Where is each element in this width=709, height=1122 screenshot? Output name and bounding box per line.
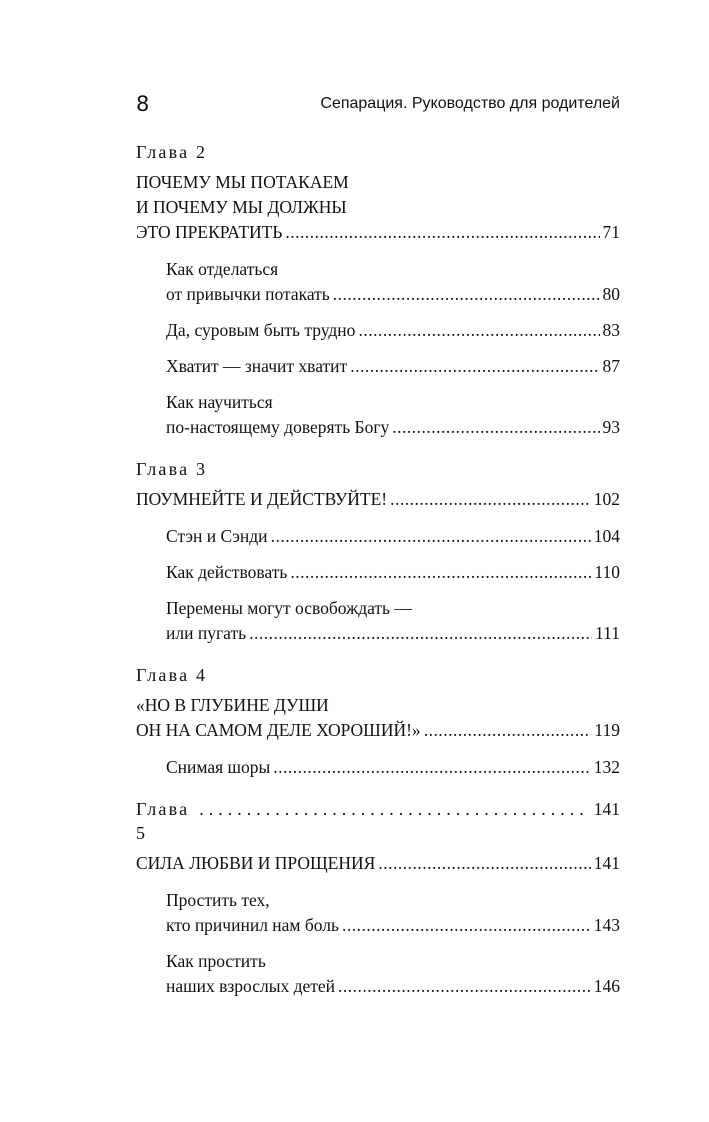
running-title: Сепарация. Руководство для родителей xyxy=(320,95,620,112)
entry-text: Стэн и Сэнди xyxy=(166,526,268,546)
toc-entry-ch4-sub-1[interactable] xyxy=(136,755,620,780)
dot-leader xyxy=(358,318,599,343)
page-ref: 146 xyxy=(593,976,620,996)
entry-line-with-page xyxy=(166,282,620,307)
chapter-2-label: Глава 2 xyxy=(136,142,208,162)
toc-entry-ch5-sub-2[interactable] xyxy=(136,949,620,999)
dot-leader xyxy=(290,560,591,585)
entry-text: или пугать xyxy=(166,623,247,643)
page-ref: 141 xyxy=(593,799,620,819)
entry-line: Простить тех, xyxy=(166,890,270,910)
toc-entry-ch2-sub-3[interactable] xyxy=(136,354,620,379)
dot-leader xyxy=(392,415,599,440)
entry-line-with-page xyxy=(166,621,620,646)
toc-entry-ch4-main[interactable] xyxy=(136,693,620,743)
entry-text: Хватит — значит хватит xyxy=(166,356,348,376)
toc-entry-ch5-sub-1[interactable] xyxy=(136,888,620,938)
dot-leader xyxy=(271,524,591,549)
toc-entry-ch2-sub-4[interactable] xyxy=(136,390,620,440)
page-ref: 141 xyxy=(593,853,620,873)
dot-leader xyxy=(390,487,591,512)
dot-leader xyxy=(285,220,599,245)
entry-line-with-page xyxy=(166,354,620,379)
toc-entry-ch3-sub-1[interactable] xyxy=(136,524,620,549)
entry-line-with-page xyxy=(136,220,620,245)
toc-entry-ch2-sub-2[interactable] xyxy=(136,318,620,343)
entry-line: И ПОЧЕМУ МЫ ДОЛЖНЫ xyxy=(136,197,347,217)
toc-entry-ch2-main[interactable] xyxy=(136,170,620,245)
entry-text: наших взрослых детей xyxy=(166,976,336,996)
toc-entry-ch3-sub-2[interactable] xyxy=(136,560,620,585)
page-ref: 119 xyxy=(594,720,620,740)
entry-line-with-page xyxy=(166,974,620,999)
page-number: 8 xyxy=(136,92,150,116)
page-ref: 71 xyxy=(602,222,620,242)
entry-text: ЭТО ПРЕКРАТИТЬ xyxy=(136,222,283,242)
dot-leader xyxy=(378,851,590,876)
page-ref: 104 xyxy=(593,526,620,546)
entry-text: Да, суровым быть трудно xyxy=(166,320,356,340)
entry-line-with-page xyxy=(136,487,620,512)
dot-leader xyxy=(273,755,590,780)
entry-line: Как отделаться xyxy=(166,259,279,279)
entry-line: ПОЧЕМУ МЫ ПОТАКАЕМ xyxy=(136,172,349,192)
entry-text: кто причинил нам боль xyxy=(166,915,340,935)
dot-leader xyxy=(342,913,591,938)
page-ref: 93 xyxy=(602,417,620,437)
dot-leader xyxy=(350,354,599,379)
entry-line-with-page xyxy=(136,851,620,876)
page-ref: 80 xyxy=(602,284,620,304)
page-ref: 110 xyxy=(594,562,620,582)
dot-leader xyxy=(338,974,591,999)
toc-entry-ch3-main[interactable] xyxy=(136,487,620,512)
page-header xyxy=(136,92,620,118)
entry-text: Как действовать xyxy=(166,562,288,582)
chapter-5-label[interactable] xyxy=(136,797,620,845)
entry-line-with-page xyxy=(166,913,620,938)
page-ref: 143 xyxy=(593,915,620,935)
entry-text: ОН НА САМОМ ДЕЛЕ ХОРОШИЙ!» xyxy=(136,720,421,740)
page-ref: 111 xyxy=(595,623,620,643)
toc-entry-ch2-sub-1[interactable] xyxy=(136,257,620,307)
toc-entry-ch3-sub-3[interactable] xyxy=(136,596,620,646)
entry-line-with-page xyxy=(166,755,620,780)
entry-text: по-настоящему доверять Богу xyxy=(166,417,390,437)
entry-line: Перемены могут освобождать — xyxy=(166,598,412,618)
dot-leader xyxy=(199,797,583,821)
entry-text: СИЛА ЛЮБВИ И ПРОЩЕНИЯ xyxy=(136,853,376,873)
dot-leader xyxy=(333,282,600,307)
page-ref: 83 xyxy=(602,320,620,340)
page-ref: 87 xyxy=(602,356,620,376)
entry-line-with-page xyxy=(166,524,620,549)
entry-line: «НО В ГЛУБИНЕ ДУШИ xyxy=(136,695,329,715)
dot-leader xyxy=(249,621,592,646)
entry-line: Как научиться xyxy=(166,392,273,412)
page-ref: 102 xyxy=(593,489,620,509)
toc-entry-ch5-main[interactable] xyxy=(136,851,620,876)
entry-text: Снимая шоры xyxy=(166,757,271,777)
entry-line-with-page xyxy=(166,318,620,343)
entry-line: Как простить xyxy=(166,951,266,971)
chapter-5-label-text: Глава 5 xyxy=(136,799,190,843)
entry-line-with-page xyxy=(166,560,620,585)
entry-text: от привычки потакать xyxy=(166,284,330,304)
entry-line-with-page xyxy=(136,718,620,743)
entry-text: ПОУМНЕЙТЕ И ДЕЙСТВУЙТЕ! xyxy=(136,489,388,509)
entry-line-with-page xyxy=(166,415,620,440)
chapter-3-label: Глава 3 xyxy=(136,459,208,479)
page-ref: 132 xyxy=(593,757,620,777)
table-of-contents xyxy=(136,140,620,999)
chapter-4-label: Глава 4 xyxy=(136,665,208,685)
dot-leader xyxy=(424,718,592,743)
